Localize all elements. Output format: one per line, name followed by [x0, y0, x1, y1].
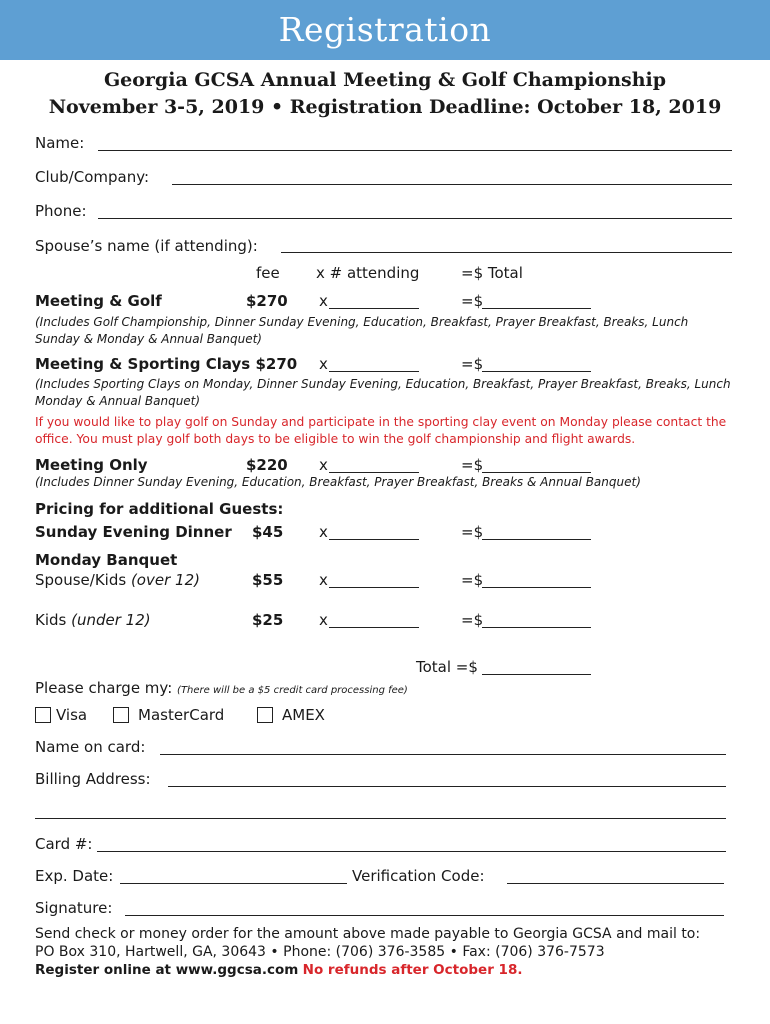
header-banner [0, 0, 770, 60]
event-name: Georgia GCSA Annual Meeting & Golf Championship [103, 69, 667, 91]
sunday-dinner-label: Sunday Evening Dinner [35, 523, 232, 541]
amex-checkbox[interactable] [257, 707, 273, 723]
kids-qty-field[interactable] [329, 627, 419, 628]
equals-sign: =$ [461, 571, 484, 589]
card-number-label: Card #: [35, 835, 93, 853]
multiplier-sign: x [319, 456, 328, 474]
exp-date-field[interactable] [120, 883, 347, 884]
kids-price: $25 [252, 611, 284, 629]
multiplier-sign: x [319, 611, 328, 629]
event-dates: November 3-5, 2019 • Registration Deadline: October 18, 2019 [48, 96, 722, 118]
club-label: Club/Company: [35, 168, 150, 186]
spouse-field[interactable] [281, 252, 732, 253]
visa-checkbox[interactable] [35, 707, 51, 723]
equals-sign: =$ [461, 523, 484, 541]
spouse-kids-qty-field[interactable] [329, 587, 419, 588]
name-field[interactable] [98, 150, 732, 151]
kids-qualifier: (under 12) [71, 611, 151, 629]
card-number-field[interactable] [97, 851, 726, 852]
spouse-kids-label: Spouse/Kids [35, 571, 127, 589]
meeting-clays-note: (Includes Sporting Clays on Monday, Dinner Sunday Evening, Education, Breakfast, Prayer Breakfast, Breaks, Lunch Monday & Annual Banquet) [35, 377, 731, 408]
meeting-only-price: $220 [246, 456, 288, 474]
billing-address-label: Billing Address: [35, 770, 151, 788]
meeting-only-total-field[interactable] [482, 472, 591, 473]
spouse-kids-row-label [35, 571, 200, 589]
mastercard-label: MasterCard [138, 706, 225, 724]
meeting-golf-note: (Includes Golf Championship, Dinner Sunday Evening, Education, Breakfast, Prayer Breakfast, Breaks, Lunch Sunday & Monday & Annual Banquet) [35, 315, 689, 346]
footer-register-line [35, 962, 522, 978]
meeting-golf-label: Meeting & Golf [35, 292, 162, 310]
signature-field[interactable] [125, 915, 724, 916]
spouse-kids-total-field[interactable] [482, 587, 591, 588]
verification-code-field[interactable] [507, 883, 724, 884]
meeting-clays-qty-field[interactable] [329, 371, 419, 372]
billing-address-field[interactable] [168, 786, 726, 787]
guests-heading: Pricing for additional Guests: [35, 500, 284, 518]
kids-row-label [35, 611, 151, 629]
fee-column-header: fee [256, 264, 280, 282]
spouse-kids-price: $55 [252, 571, 284, 589]
grand-total-field[interactable] [482, 674, 591, 675]
meeting-clays-total-field[interactable] [482, 371, 591, 372]
equals-sign: =$ [461, 611, 484, 629]
phone-label: Phone: [35, 202, 87, 220]
multiplier-sign: x [319, 292, 328, 310]
name-label: Name: [35, 134, 85, 152]
name-on-card-field[interactable] [160, 754, 726, 755]
mastercard-checkbox[interactable] [113, 707, 129, 723]
kids-label: Kids [35, 611, 67, 629]
charge-prompt-label: Please charge my: [35, 679, 173, 697]
phone-field[interactable] [98, 218, 732, 219]
kids-total-field[interactable] [482, 627, 591, 628]
verification-code-label: Verification Code: [352, 867, 485, 885]
exp-date-label: Exp. Date: [35, 867, 114, 885]
meeting-golf-qty-field[interactable] [329, 308, 419, 309]
billing-address-line2-field[interactable] [35, 818, 726, 819]
register-online-link[interactable]: Register online at www.ggcsa.com [35, 962, 299, 978]
sunday-dinner-total-field[interactable] [482, 539, 591, 540]
golf-clays-notice: If you would like to play golf on Sunday and participate in the sporting clay event on Monday please contact the office. You must play golf both days to be eligible to win the golf championship and flight awards. [35, 415, 727, 446]
mail-instructions: Send check or money order for the amount above made payable to Georgia GCSA and mail to: [35, 926, 701, 942]
meeting-only-label: Meeting Only [35, 456, 148, 474]
meeting-only-note: (Includes Dinner Sunday Evening, Education, Breakfast, Prayer Breakfast, Breaks & Annual Banquet) [35, 475, 641, 489]
mailing-address: PO Box 310, Hartwell, GA, 30643 • Phone: (706) 376-3585 • Fax: (706) 376-7573 [35, 944, 605, 960]
meeting-clays-label: Meeting & Sporting Clays $270 [35, 355, 298, 373]
name-on-card-label: Name on card: [35, 738, 146, 756]
sunday-dinner-qty-field[interactable] [329, 539, 419, 540]
equals-sign: =$ [461, 355, 484, 373]
total-column-header: =$ Total [461, 264, 523, 282]
club-field[interactable] [172, 184, 732, 185]
multiplier-sign: x [319, 571, 328, 589]
spouse-label: Spouse’s name (if attending): [35, 237, 258, 255]
amex-label: AMEX [282, 706, 325, 724]
multiplier-sign: x [319, 355, 328, 373]
no-refunds-notice: No refunds after October 18. [302, 962, 523, 978]
equals-sign: =$ [461, 292, 484, 310]
spouse-kids-qualifier: (over 12) [130, 571, 200, 589]
equals-sign: =$ [461, 456, 484, 474]
processing-fee-note: (There will be a $5 credit card processing fee) [177, 685, 408, 696]
banquet-heading: Monday Banquet [35, 551, 178, 569]
visa-label: Visa [56, 706, 88, 724]
sunday-dinner-price: $45 [252, 523, 284, 541]
signature-label: Signature: [35, 899, 113, 917]
page-title: Registration [278, 10, 492, 49]
meeting-golf-price: $270 [246, 292, 288, 310]
meeting-only-qty-field[interactable] [329, 472, 419, 473]
attending-column-header: x # attending [316, 264, 420, 282]
multiplier-sign: x [319, 523, 328, 541]
meeting-golf-total-field[interactable] [482, 308, 591, 309]
grand-total-label: Total =$ [416, 658, 478, 676]
charge-prompt [35, 679, 408, 697]
